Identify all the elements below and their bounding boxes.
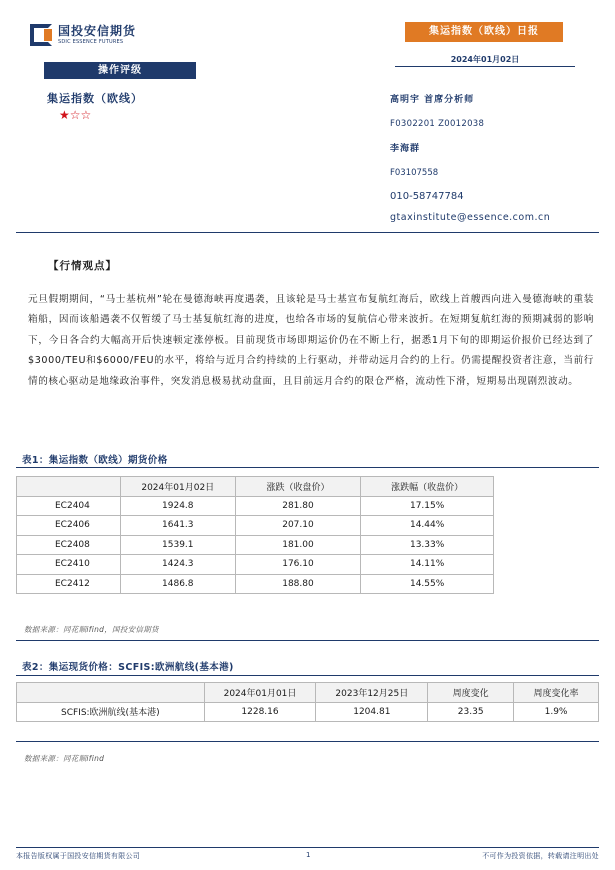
price-cell: 1924.8 xyxy=(120,496,235,516)
logo-mark-icon xyxy=(30,24,52,46)
table-row xyxy=(17,535,494,555)
divider xyxy=(395,66,575,67)
section-title: 【行情观点】 xyxy=(48,260,117,272)
header-divider xyxy=(16,232,599,233)
logo-name-cn: 国投安信期货 xyxy=(58,24,137,38)
table-header-cell: 涨跌（收盘价） xyxy=(235,477,361,497)
market-view-paragraph: 元旦假期期间，“马士基杭州”轮在曼德海峡再度遇袭，且该轮是马士基宣布复航红海后，欧线上首艘西向进入曼德海峡的重装箱船，因而该船遇袭不仅暂缓了马士基复航红海的进度，也给各市场的复航信心带来波折。在短期复航红海的预期减弱的影响下，今日各合约大幅高开后快速顿定涨停板。目前现货市场即期运价仍在不断上行，据悉1月下旬的即期运价报价已经达到了$3000/TEU和$6000/FEU的水平，将给与近月合约持续的上行驱动，并带动远月合约的上行。仍需提醒投资者注意，当前行情的核心驱动是地缘政治事件，突发消息极易扰动盘面，且目前远月合约的限仓严格，流动性下滑，短期易出现剧烈波动。 xyxy=(28,294,594,387)
contract-cell: EC2404 xyxy=(17,496,121,516)
table-header-cell: 2023年12月25日 xyxy=(316,683,428,703)
table-header-cell: 周度变化率 xyxy=(514,683,599,703)
rating-stars xyxy=(59,108,91,122)
table-header-row xyxy=(17,477,494,497)
table-row xyxy=(17,702,599,722)
contact-phone: 010-58747784 xyxy=(390,191,464,202)
change-pct-cell: 13.33% xyxy=(361,535,494,555)
table2-rule xyxy=(16,675,599,676)
source-rule xyxy=(16,640,599,641)
table-header-row xyxy=(17,683,599,703)
change-pct-cell: 14.11% xyxy=(361,555,494,575)
logo-name-en: SDIC ESSENCE FUTURES xyxy=(58,39,124,45)
contract-cell: EC2412 xyxy=(17,574,121,594)
table-header-cell: 周度变化 xyxy=(428,683,514,703)
disclaimer-note: 不可作为投资依据，转载请注明出处 xyxy=(482,852,599,860)
spot-price-table xyxy=(16,682,599,722)
contact-email[interactable]: gtaxinstitute@essence.com.cn xyxy=(390,212,551,223)
price-cell: 1486.8 xyxy=(120,574,235,594)
source-rule xyxy=(16,741,599,742)
change-cell: 207.10 xyxy=(235,516,361,536)
route-cell: SCFIS:欧洲航线(基本港) xyxy=(17,702,205,722)
weekly-change-pct-cell: 1.9% xyxy=(514,702,599,722)
table-header-cell: 2024年01月01日 xyxy=(204,683,316,703)
star-empty-icon: ☆☆ xyxy=(69,108,92,122)
table2-source: 数据来源：同花顺ifind xyxy=(24,754,105,763)
change-cell: 181.00 xyxy=(235,535,361,555)
footer-divider xyxy=(16,847,599,848)
analyst-1-license: F0302201 Z0012038 xyxy=(390,119,485,129)
table-row xyxy=(17,574,494,594)
weekly-change-cell: 23.35 xyxy=(428,702,514,722)
company-logo xyxy=(30,24,136,46)
contract-cell: EC2410 xyxy=(17,555,121,575)
price-cell: 1539.1 xyxy=(120,535,235,555)
contract-cell: EC2408 xyxy=(17,535,121,555)
change-cell: 176.10 xyxy=(235,555,361,575)
table-header-cell xyxy=(17,477,121,497)
table-row xyxy=(17,555,494,575)
report-date: 2024年01月02日 xyxy=(450,55,520,64)
analyst-2-name: 李海群 xyxy=(390,144,421,154)
index-name: 集运指数（欧线） xyxy=(47,92,143,105)
change-cell: 281.80 xyxy=(235,496,361,516)
analyst-2-license: F03107558 xyxy=(390,168,439,178)
analyst-1-name: 高明宇 首席分析师 xyxy=(390,95,475,105)
table-row xyxy=(17,516,494,536)
price-cell: 1204.81 xyxy=(316,702,428,722)
copyright-note: 本报告版权属于国投安信期货有限公司 xyxy=(16,852,141,860)
report-title: 集运指数（欧线）日报 xyxy=(405,22,563,42)
change-pct-cell: 17.15% xyxy=(361,496,494,516)
table-header-cell: 2024年01月02日 xyxy=(120,477,235,497)
price-cell: 1228.16 xyxy=(204,702,316,722)
futures-price-table xyxy=(16,476,494,594)
table1-title: 表1：集运指数（欧线）期货价格 xyxy=(22,455,168,466)
change-pct-cell: 14.55% xyxy=(361,574,494,594)
change-cell: 188.80 xyxy=(235,574,361,594)
table-header-cell xyxy=(17,683,205,703)
star-filled-icon: ★ xyxy=(59,108,70,122)
table-row xyxy=(17,496,494,516)
price-cell: 1424.3 xyxy=(120,555,235,575)
page-number: 1 xyxy=(306,851,311,859)
table1-rule xyxy=(16,467,599,468)
table-header-cell: 涨跌幅（收盘价） xyxy=(361,477,494,497)
table2-title: 表2：集运现货价格：SCFIS:欧洲航线(基本港) xyxy=(22,662,234,673)
price-cell: 1641.3 xyxy=(120,516,235,536)
contract-cell: EC2406 xyxy=(17,516,121,536)
table1-source: 数据来源：同花顺ifind，国投安信期货 xyxy=(24,625,159,634)
change-pct-cell: 14.44% xyxy=(361,516,494,536)
rating-banner: 操作评级 xyxy=(44,62,196,79)
